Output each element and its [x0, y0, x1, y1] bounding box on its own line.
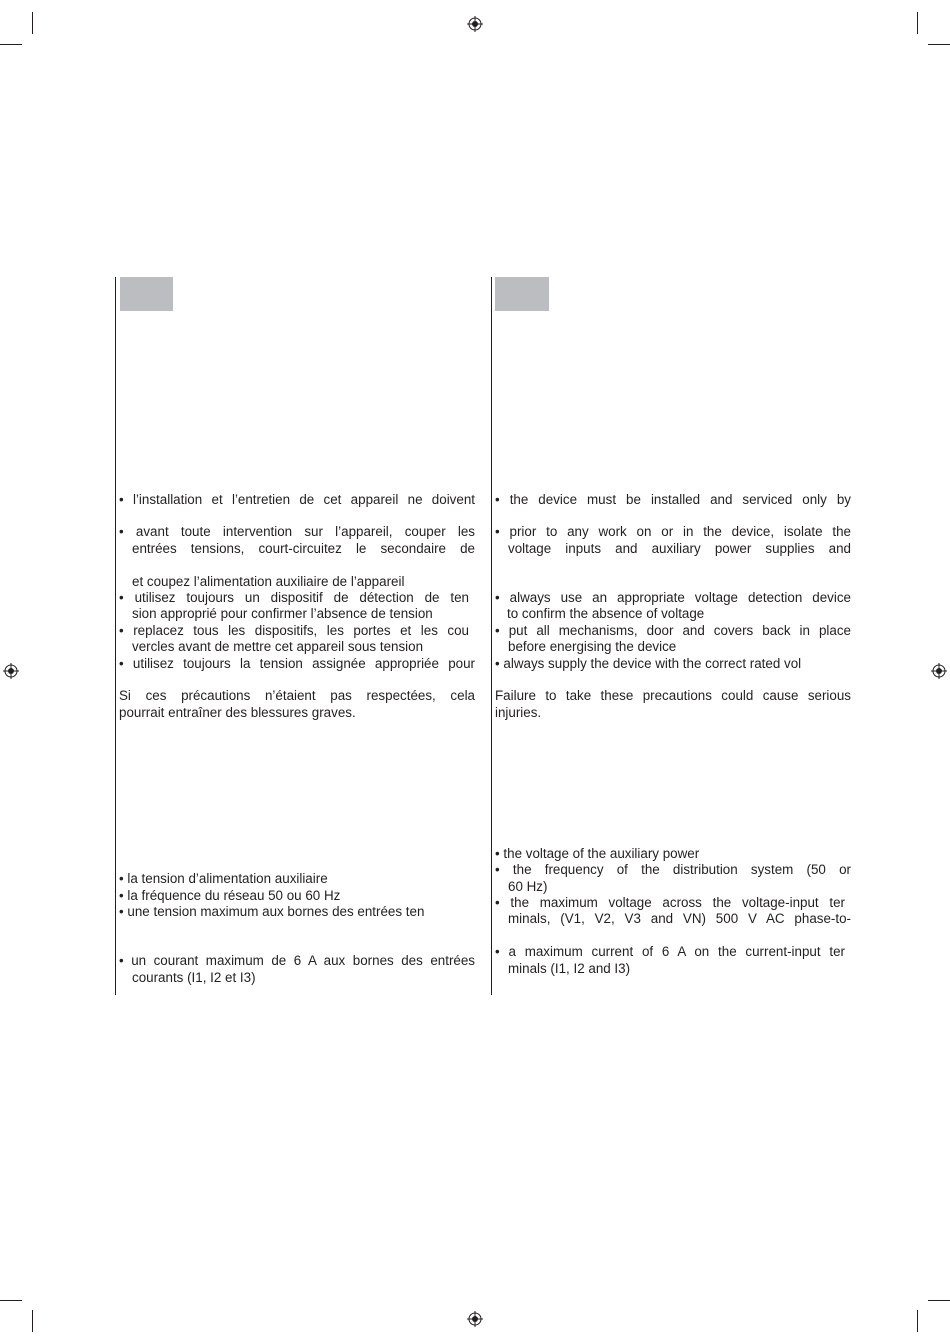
- french-safety-line: • l’installation et l’entretien de cet appareil ne doivent: [119, 492, 475, 507]
- french-check-line: • un courant maximum de 6 A aux bornes des entrées: [119, 953, 475, 968]
- crop-mark-bottom-left-h: [0, 1300, 22, 1301]
- crop-mark-top-left-h: [0, 44, 22, 45]
- english-safety-line: voltage inputs and auxiliary power supplies and: [508, 541, 851, 556]
- french-warning-line: Si ces précautions n’étaient pas respectées, cela: [119, 688, 475, 703]
- english-check-line: • a maximum current of 6 A on the current-input ter: [495, 944, 845, 959]
- english-check-line: minals (I1, I2 and I3): [508, 961, 631, 976]
- english-warning-line: injuries.: [495, 705, 542, 720]
- french-safety-line: • replacez tous les dispositifs, les portes et les cou: [119, 623, 469, 638]
- english-safety-line: • always use an appropriate voltage detection device: [495, 590, 851, 605]
- english-check-line: • the maximum voltage across the voltage-input ter: [495, 895, 845, 910]
- french-safety-line: sion approprié pour confirmer l’absence de tension: [132, 606, 433, 621]
- crop-mark-top-right-h: [928, 44, 950, 45]
- french-language-tab: [120, 277, 173, 311]
- english-safety-line: • put all mechanisms, door and covers back in place: [495, 623, 851, 638]
- registration-mark-icon: [3, 663, 19, 679]
- crop-mark-bottom-right-v: [917, 1310, 918, 1332]
- french-safety-line: • utilisez toujours un dispositif de détection de ten: [119, 590, 469, 605]
- english-column-rule: [491, 277, 492, 995]
- french-safety-line: • avant toute intervention sur l’appareil, couper les: [119, 524, 475, 539]
- french-safety-line: vercles avant de mettre cet appareil sous tension: [132, 639, 424, 654]
- french-safety-line: • utilisez toujours la tension assignée appropriée pour: [119, 656, 475, 671]
- english-warning-line: Failure to take these precautions could cause serious: [495, 688, 851, 703]
- registration-mark-icon: [467, 1311, 483, 1327]
- french-check-line: courants (I1, I2 et I3): [132, 970, 256, 985]
- registration-mark-icon: [931, 663, 947, 679]
- english-safety-line: • always supply the device with the correct rated vol: [495, 656, 802, 671]
- registration-mark-icon: [467, 16, 483, 32]
- english-check-line: minals, (V1, V2, V3 and VN) 500 V AC phase-to-: [508, 911, 851, 926]
- english-check-line: • the frequency of the distribution system (50 or: [495, 862, 851, 877]
- french-safety-line: et coupez l’alimentation auxiliaire de l’appareil: [132, 574, 405, 589]
- crop-mark-top-right-v: [917, 12, 918, 34]
- english-language-tab: [495, 277, 549, 311]
- french-check-line: • la fréquence du réseau 50 ou 60 Hz: [119, 888, 341, 903]
- french-check-line: • une tension maximum aux bornes des entrées ten: [119, 904, 425, 919]
- english-safety-line: before energising the device: [508, 639, 677, 654]
- french-warning-line: pourrait entraîner des blessures graves.: [119, 705, 356, 720]
- english-check-line: 60 Hz): [508, 879, 548, 894]
- crop-mark-top-left-v: [32, 12, 33, 34]
- french-column-rule: [115, 277, 116, 995]
- french-check-line: • la tension d’alimentation auxiliaire: [119, 871, 328, 886]
- crop-mark-bottom-left-v: [32, 1310, 33, 1332]
- english-safety-line: • the device must be installed and serviced only by: [495, 492, 851, 507]
- french-safety-line: entrées tensions, court-circuitez le secondaire de: [132, 541, 475, 556]
- english-safety-line: • prior to any work on or in the device, isolate the: [495, 524, 851, 539]
- english-safety-line: to confirm the absence of voltage: [507, 606, 705, 621]
- english-check-line: • the voltage of the auxiliary power: [495, 846, 700, 861]
- crop-mark-bottom-right-h: [928, 1300, 950, 1301]
